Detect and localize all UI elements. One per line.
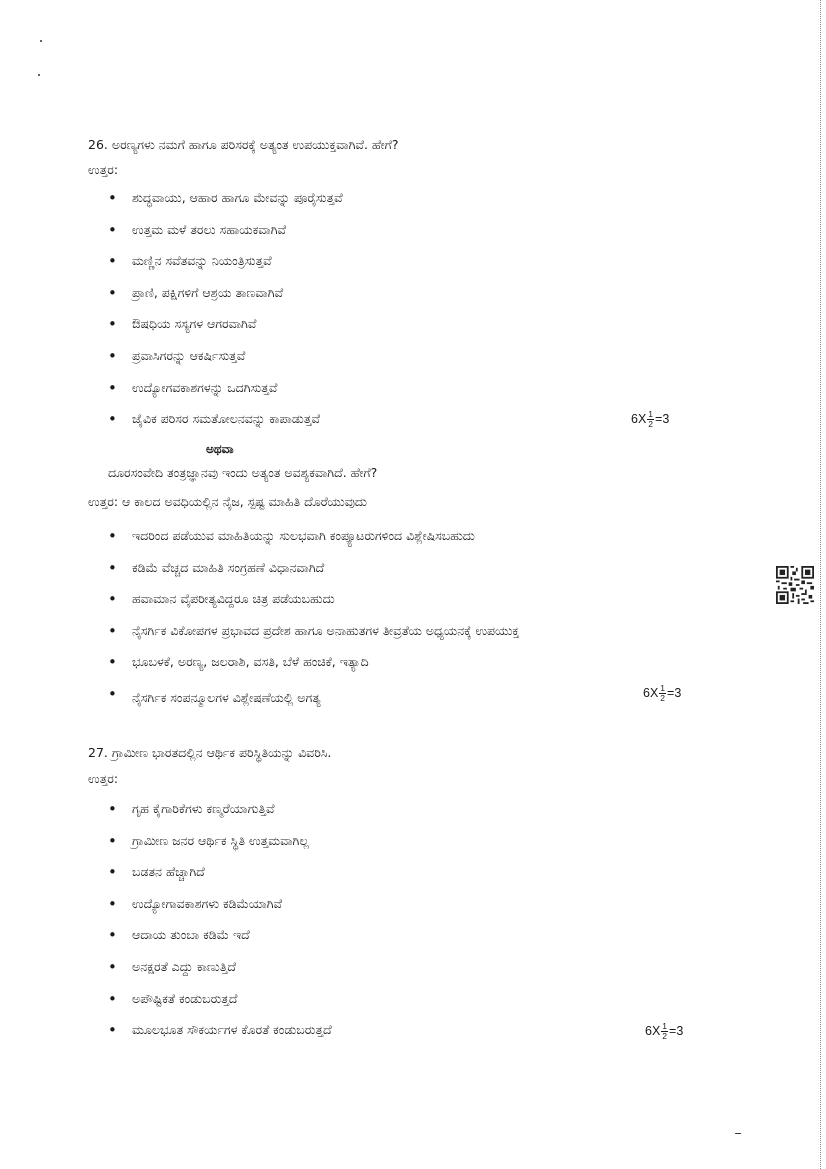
qr-code-icon (776, 566, 814, 604)
answer-26-list (108, 188, 343, 441)
list-item: • ಜೈವಿಕ ಪರಿಸರ ಸಮತೋಲನವನ್ನು ಕಾಪಾಡುತ್ತವೆ (108, 409, 343, 441)
marks-fraction (659, 684, 666, 703)
marks-total: =3 (655, 411, 670, 426)
list-item: • ಗ್ರಾಮೀಣ ಜನರ ಆರ್ಥಿಕ ಸ್ಥಿತಿ ಉತ್ತಮವಾಗಿಲ್ಲ (108, 831, 332, 863)
scan-speck (735, 1133, 741, 1134)
marks-prefix: 6X (631, 411, 647, 426)
fraction-denominator: 2 (660, 693, 666, 703)
list-item: • ಪ್ರಾಣಿ, ಪಕ್ಷಿಗಳಿಗೆ ಆಶ್ರಯ ತಾಣವಾಗಿವೆ (108, 283, 343, 315)
list-item: • ಔಷಧಿಯ ಸಸ್ಯಗಳ ಆಗರವಾಗಿವೆ (108, 314, 343, 346)
question-26-alternative: ದೂರಸಂವೇದಿ ತಂತ್ರಜ್ಞಾನವು ಇಂದು ಅತ್ಯಂತ ಅವಶ್ಯಕವಾಗಿದೆ. ಹೇಗೆ? (108, 465, 378, 480)
marks-26 (631, 410, 669, 429)
list-item: • ಮೂಲಭೂತ ಸೌಕರ್ಯಗಳ ಕೊರತೆ ಕಂಡುಬರುತ್ತದೆ (108, 1020, 332, 1052)
list-item: • ಉದ್ಯೋಗವಕಾಶಗಳನ್ನು ಒದಗಿಸುತ್ತವೆ (108, 378, 343, 410)
fraction-denominator: 2 (648, 419, 654, 429)
list-item: • ಅಪೌಷ್ಟಿಕತೆ ಕಂಡುಬರುತ್ತದೆ (108, 989, 332, 1021)
list-item: • ನೈಸರ್ಗಿಕ ವಿಕೋಪಗಳ ಪ್ರಭಾವದ ಪ್ರದೇಶ ಹಾಗೂ ಅನಾಹುತಗಳ ತೀವ್ರತೆಯ ಅಧ್ಯಯನಕ್ಕೆ ಉಪಯುಕ್ತ (108, 621, 519, 653)
fraction-numerator: 1 (662, 1021, 668, 1031)
answer-label-26: ಉತ್ತರ: (88, 162, 119, 177)
list-item: • ಉದ್ಯೋಗಾವಕಾಶಗಳು ಕಡಿಮೆಯಾಗಿವೆ (108, 894, 332, 926)
list-item: • ಇದರಿಂದ ಪಡೆಯುವ ಮಾಹಿತಿಯನ್ನು ಸುಲಭವಾಗಿ ಕಂಪ್ಯೂಟರುಗಳಿಂದ ವಿಶ್ಲೇಷಿಸಬಹುದು (108, 526, 519, 558)
fraction-denominator: 2 (662, 1031, 668, 1041)
marks-fraction (661, 1022, 668, 1041)
answer-label-27: ಉತ್ತರ: (88, 771, 119, 786)
question-26: 26. ಅರಣ್ಯಗಳು ನಮಗೆ ಹಾಗೂ ಪರಿಸರಕ್ಕೆ ಅತ್ಯಂತ ಉಪಯುಕ್ತವಾಗಿವೆ. ಹೇಗೆ? (88, 137, 399, 152)
list-item: • ಕಡಿಮೆ ವೆಚ್ಚದ ಮಾಹಿತಿ ಸಂಗ್ರಹಣೆ ವಿಧಾನವಾಗಿದೆ (108, 558, 519, 590)
list-item: • ಗೃಹ ಕೈಗಾರಿಕೆಗಳು ಕಣ್ಮರೆಯಾಗುತ್ತಿವೆ (108, 799, 332, 831)
marks-prefix: 6X (643, 685, 659, 700)
marks-prefix: 6X (645, 1023, 661, 1038)
marks-26-alternative (643, 684, 681, 703)
list-item: • ನೈಸರ್ಗಿಕ ಸಂಪನ್ಮೂಲಗಳ ವಿಶ್ಲೇಷಣೆಯಲ್ಲಿ ಅಗತ್ಯ (108, 684, 519, 720)
list-item: • ಪ್ರವಾಸಿಗರನ್ನು ಆಕರ್ಷಿಸುತ್ತವೆ (108, 346, 343, 378)
answer-line-26-alternative: ಉತ್ತರ: ಆ ಕಾಲದ ಅವಧಿಯಲ್ಲಿನ ನೈಜ, ಸ್ಪಷ್ಟ ಮಾಹಿತಿ ದೊರೆಯುವುದು (88, 494, 367, 509)
scan-speck (40, 40, 42, 42)
answer-26-alternative-list (108, 526, 519, 720)
list-item: • ಉತ್ತಮ ಮಳೆ ತರಲು ಸಹಾಯಕವಾಗಿವೆ (108, 220, 343, 252)
answer-27-list (108, 799, 332, 1052)
list-item: • ಶುದ್ಧವಾಯು, ಆಹಾರ ಹಾಗೂ ಮೇವನ್ನು ಪೂರೈಸುತ್ತವೆ (108, 188, 343, 220)
marks-total: =3 (667, 685, 682, 700)
marks-27 (645, 1022, 683, 1041)
page-edge-border (820, 0, 822, 1169)
list-item: • ಹವಾಮಾನ ವೈಪರೀತ್ಯವಿದ್ದರೂ ಚಿತ್ರ ಪಡೆಯಬಹುದು (108, 589, 519, 621)
or-label: ಅಥವಾ (206, 442, 234, 456)
list-item: • ಮಣ್ಣಿನ ಸವೆತವನ್ನು ನಿಯಂತ್ರಿಸುತ್ತವೆ (108, 251, 343, 283)
list-item: • ಅನಕ್ಷರತೆ ಎದ್ದು ಕಾಣುತ್ತಿದೆ (108, 957, 332, 989)
list-item: • ಬಡತನ ಹೆಚ್ಚಾಗಿದೆ (108, 862, 332, 894)
fraction-numerator: 1 (648, 409, 654, 419)
list-item: • ಆದಾಯ ತುಂಬಾ ಕಡಿಮೆ ಇದೆ (108, 925, 332, 957)
scan-speck (38, 74, 40, 76)
marks-fraction (647, 410, 654, 429)
marks-total: =3 (669, 1023, 684, 1038)
fraction-numerator: 1 (660, 683, 666, 693)
list-item: • ಭೂಬಳಕೆ, ಅರಣ್ಯ, ಜಲರಾಶಿ, ವಸತಿ, ಬೆಳೆ ಹಂಚಿಕೆ, ಇತ್ಯಾದಿ (108, 652, 519, 684)
question-27: 27. ಗ್ರಾಮೀಣ ಭಾರತದಲ್ಲಿನ ಆರ್ಥಿಕ ಪರಿಸ್ಥಿತಿಯನ್ನು ವಿವರಿಸಿ. (88, 745, 332, 760)
